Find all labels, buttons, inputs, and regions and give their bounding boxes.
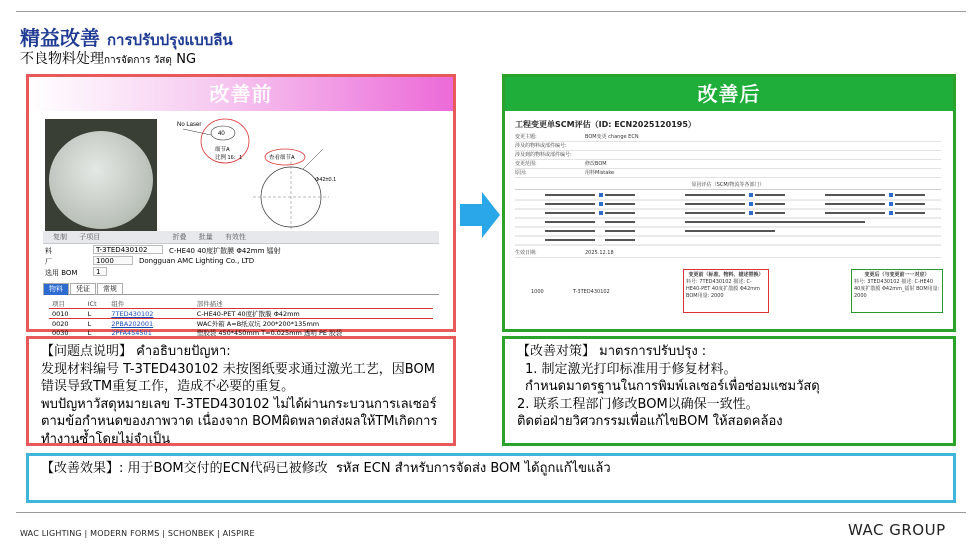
footer-brands: WAC LIGHTING | MODERN FORMS | SCHONBEK | AISPIRE <box>20 529 255 538</box>
subtitle-ng: NG <box>176 52 197 67</box>
title-th: การปรับปรุงแบบลีน <box>106 31 233 49</box>
measure-line-1: 1. 制定激光打印标准用于修复材料。 <box>525 361 737 377</box>
field-label-plant: 厂 <box>45 258 52 266</box>
ecn-section-title: 原因评估（SCM/物流等各部门） <box>515 181 941 190</box>
toolbar-item[interactable]: 复制 <box>53 233 67 241</box>
product-photo <box>45 119 157 231</box>
ecn-title: 工程变更单SCM评估（ID: ECN2025120195） <box>515 120 696 129</box>
effect-box <box>26 453 956 503</box>
ecn-row: 原因: 用料Mistake <box>515 169 941 178</box>
before-panel <box>26 74 456 337</box>
toolbar-item[interactable]: 折叠 <box>172 233 187 241</box>
measure-line-4: ติดต่อฝ่ายวิศวกรรมเพื่อแก้ไขBOM ให้สอดคล้อง <box>517 414 783 429</box>
after-change-box: 变更后（与变更前一一对应） 料号: 3TED430102 描述: C-HE40 40度扩散膜 Φ42mm_镭射 BOM用量: 2000 <box>851 269 943 313</box>
problem-box <box>26 336 456 446</box>
tab-general[interactable]: 常规 <box>97 283 123 295</box>
bom-table <box>49 299 433 337</box>
col-spacer <box>184 299 193 309</box>
tab-document[interactable]: 凭证 <box>70 283 96 295</box>
toolbar-item[interactable]: 有效性 <box>224 233 246 241</box>
effect-text-th: รหัส ECN สำหรับการจัดส่ง BOM ได้ถูกแก้ไขแล้ว <box>335 461 611 476</box>
spec-note-1: 细节A <box>215 147 230 153</box>
before-screenshot <box>43 117 439 337</box>
sap-toolbar <box>43 231 439 244</box>
table-row[interactable]: 0030 L 2PFA454501 塑胶袋 450*450mm T=0.025mm 透明 PE 胶袋 <box>52 328 343 337</box>
title-cn: 精益改善 <box>20 26 100 50</box>
spec-note-3: 查看细节A <box>269 155 295 161</box>
problem-heading-th: คำอธิบายปัญหา: <box>136 344 231 359</box>
field-bom[interactable]: 1 <box>93 267 107 276</box>
ecn-row: 变更主题: BOM变更 change ECN <box>515 133 941 142</box>
measure-box <box>502 336 956 446</box>
col-component: 组件 <box>111 300 125 308</box>
measure-line-2: กำหนดมาตรฐานในการพิมพ์เลเซอร์เพื่อซ่อมแซมวัสดุ <box>525 379 820 394</box>
table-row[interactable]: 0010 L 7TED430102 C-HE40-PET 40度扩散膜 Φ42mm <box>49 309 433 319</box>
measure-line-3: 2. 联系工程部门修改BOM以确保一致性。 <box>517 396 759 412</box>
measure-heading-th: มาตรการปรับปรุง : <box>599 344 707 359</box>
after-screenshot <box>511 117 947 327</box>
field-plant-desc: Dongguan AMC Lighting Co., LTD <box>139 257 255 265</box>
page-subtitle <box>20 48 196 68</box>
ecn-row: 涉及的物料或部件编号: <box>515 142 941 151</box>
technical-drawing <box>163 119 439 231</box>
right-arrow-icon <box>460 190 500 240</box>
ecn-row: 变更范围: 修改BOM <box>515 160 941 169</box>
after-header: 改善后 <box>505 77 953 111</box>
subtitle-th: การจัดการ วัสดุ <box>104 55 172 66</box>
problem-line-5: ทำงานซ้ำโดยไม่จำเป็น <box>41 431 171 447</box>
ecn-checkbox-grid <box>515 191 941 247</box>
problem-line-3: พบปัญหาวัสดุหมายเลข T-3TED430102 ไม่ได้ผ่านกระบวนการเลเซอร์ <box>41 396 437 412</box>
table-row[interactable]: 0020 L 2PBA202001 WAC外箱 A=B纸双坑 200*200*135mm <box>52 319 320 328</box>
col-desc: 部件描述 <box>196 300 223 308</box>
callout-circle-text: 40 <box>218 131 225 137</box>
before-change-box: 变更前（标准、物料、描述替换） 料号: 7TED430102 描述: C-HE40-PET 40度扩散膜 Φ42mm BOM用量: 2000 <box>683 269 769 313</box>
col-ict: ICt <box>87 299 97 308</box>
ecn-plant: 1000 <box>531 289 544 295</box>
sap-tabs <box>43 283 439 295</box>
top-rule <box>16 11 966 12</box>
field-material-desc: C-HE40 40度扩散膜 Φ42mm 镭射 <box>169 247 281 255</box>
callout-label: No Laser <box>177 122 202 128</box>
col-item: 项目 <box>52 300 65 308</box>
ecn-row-date: 生效日期: 2025.12.18 <box>515 249 941 258</box>
spec-note-2: 比例 16：1 <box>215 155 243 161</box>
before-header: 改善前 <box>29 77 453 111</box>
problem-line-1: 发现材料编号 T-3TED430102 未按图纸要求通过激光工艺，因BOM <box>41 361 435 377</box>
toolbar-item[interactable]: 子项目 <box>79 233 101 241</box>
problem-heading-cn: 【问题点说明】 <box>41 344 133 359</box>
subtitle-cn: 不良物料处理 <box>20 51 104 67</box>
after-panel <box>502 74 956 332</box>
bottom-rule <box>16 512 966 513</box>
ecn-part-no: T-3TED430102 <box>573 289 610 295</box>
footer-logo: WAC GROUP <box>848 521 946 539</box>
field-plant[interactable]: 1000 <box>93 256 133 265</box>
field-material[interactable]: T-3TED430102 <box>93 245 163 254</box>
dim-note: Φ42±0.1 <box>315 177 337 183</box>
measure-heading-cn: 【改善对策】 <box>517 344 596 359</box>
ecn-row: 涉及到的物料或部件编号: <box>515 151 941 160</box>
problem-line-4: ตามข้อกำหนดของภาพวาด เนื่องจาก BOMผิดพลาดส่งผลให้TMเกิดการ <box>41 414 438 429</box>
field-label-material: 料 <box>45 247 52 255</box>
tab-material[interactable]: 物料 <box>43 283 69 295</box>
field-label-bom: 选用 BOM <box>45 269 78 277</box>
diffuser-disc <box>49 131 153 229</box>
toolbar-item[interactable]: 批量 <box>198 233 213 241</box>
effect-text-cn: 【改善效果】: 用于BOM交付的ECN代码已被修改 <box>41 461 328 476</box>
problem-line-2: 错误导致TM重复工作，造成不必要的重复。 <box>41 379 295 394</box>
